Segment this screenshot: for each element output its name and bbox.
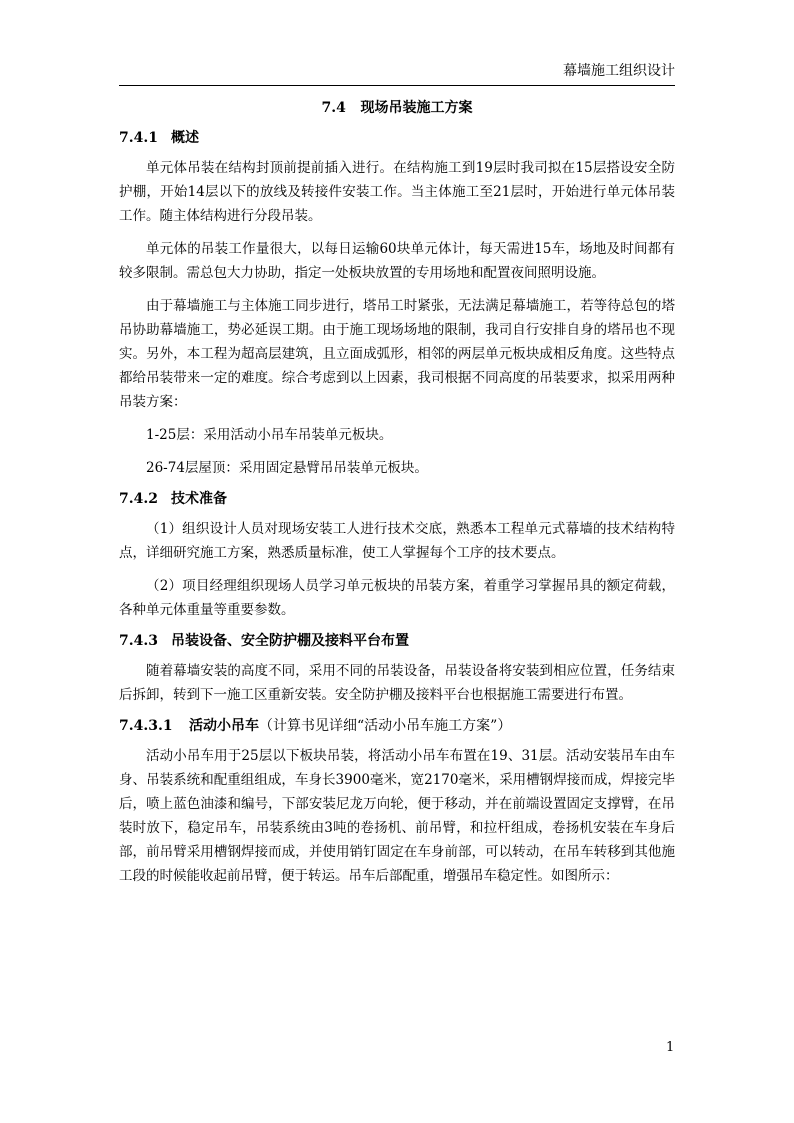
paragraph: （2）项目经理组织现场人员学习单元板块的吊装方案，着重学习掌握吊具的额定荷载，各种单元体重量等重要参数。 xyxy=(119,578,675,618)
subsection-heading-743 xyxy=(119,631,675,651)
subsection-number: 7.4.2 xyxy=(119,491,158,507)
section-number: 7.4 xyxy=(321,100,346,116)
subsection-title: 概述 xyxy=(171,130,199,146)
page-number: 1 xyxy=(666,1040,675,1055)
paragraph: 1-25层：采用活动小吊车吊装单元板块。 xyxy=(146,427,393,443)
subsection-number: 7.4.1 xyxy=(119,130,158,146)
subsection-heading-741 xyxy=(119,128,675,148)
subsection-heading-742 xyxy=(119,489,675,509)
paragraph: （1）组织设计人员对现场安装工人进行技术交底，熟悉本工程单元式幕墙的技术结构特点，详细研究施工方案，熟悉质量标准，使工人掌握每个工序的技术要点。 xyxy=(119,521,675,561)
subsection-title: 活动小吊车 xyxy=(189,718,259,734)
subsection-number: 7.4.3.1 xyxy=(119,718,173,734)
paragraph: 由于幕墙施工与主体施工同步进行，塔吊工时紧张，无法满足幕墙施工，若等待总包的塔吊协助幕墙施工，势必延误工期。由于施工现场场地的限制，我司自行安排自身的塔吊也不现实。另外，本工程为超高层建筑，且立面成弧形，相邻的两层单元板块成相反角度。这些特点都给吊装带来一定的难度。综合考虑到以上因素，我司根据不同高度的吊装要求，拟采用两种吊装方案： xyxy=(119,298,675,410)
section-title xyxy=(119,98,675,118)
paragraph: 随着幕墙安装的高度不同，采用不同的吊装设备，吊装设备将安装到相应位置，任务结束后拆卸，转到下一施工区重新安装。安全防护棚及接料平台也根据施工需要进行布置。 xyxy=(119,663,675,703)
header-rule xyxy=(119,85,675,86)
section-title-text: 现场吊装施工方案 xyxy=(360,100,473,116)
subsection-title: 技术准备 xyxy=(171,491,227,507)
header-title: 幕墙施工组织设计 xyxy=(563,63,675,79)
document-body xyxy=(119,98,675,897)
paragraph: 活动小吊车用于25层以下板块吊装，将活动小吊车布置在19、31层。活动安装吊车由车身、吊装系统和配重组组成，车身长3900毫米，宽2170毫米，采用槽钢焊接而成，焊接完毕后，喷上蓝色油漆和编号，下部安装尼龙万向轮，便于移动，并在前端设置固定支撑臂，在吊装时放下，稳定吊车，吊装系统由3吨的卷扬机、前吊臂，和拉杆组成，卷扬机安装在车身后部，前吊臂采用槽钢焊接而成，并使用销钉固定在车身前部，可以转动，在吊车转移到其他施工段的时候能收起前吊臂，便于转运。吊车后部配重，增强吊车稳定性。如图所示： xyxy=(119,748,675,884)
paragraph: 单元体吊装在结构封顶前提前插入进行。在结构施工到19层时我司拟在15层搭设安全防护棚，开始14层以下的放线及转接件安装工作。当主体施工至21层时，开始进行单元体吊装工作。随主体结构进行分段吊装。 xyxy=(119,160,675,224)
subsection-title: 吊装设备、安全防护棚及接料平台布置 xyxy=(171,633,409,649)
subsection-note: （计算书见详细“活动小吊车施工方案”） xyxy=(259,718,512,734)
page-header xyxy=(119,62,675,80)
paragraph: 单元体的吊装工作量很大，以每日运输60块单元体计，每天需进15车，场地及时间都有较多限制。需总包大力协助，指定一处板块放置的专用场地和配置夜间照明设施。 xyxy=(119,241,675,281)
subsection-heading-7431 xyxy=(119,716,675,736)
paragraph: 26-74层屋顶：采用固定悬臂吊吊装单元板块。 xyxy=(146,460,428,476)
subsection-number: 7.4.3 xyxy=(119,633,158,649)
